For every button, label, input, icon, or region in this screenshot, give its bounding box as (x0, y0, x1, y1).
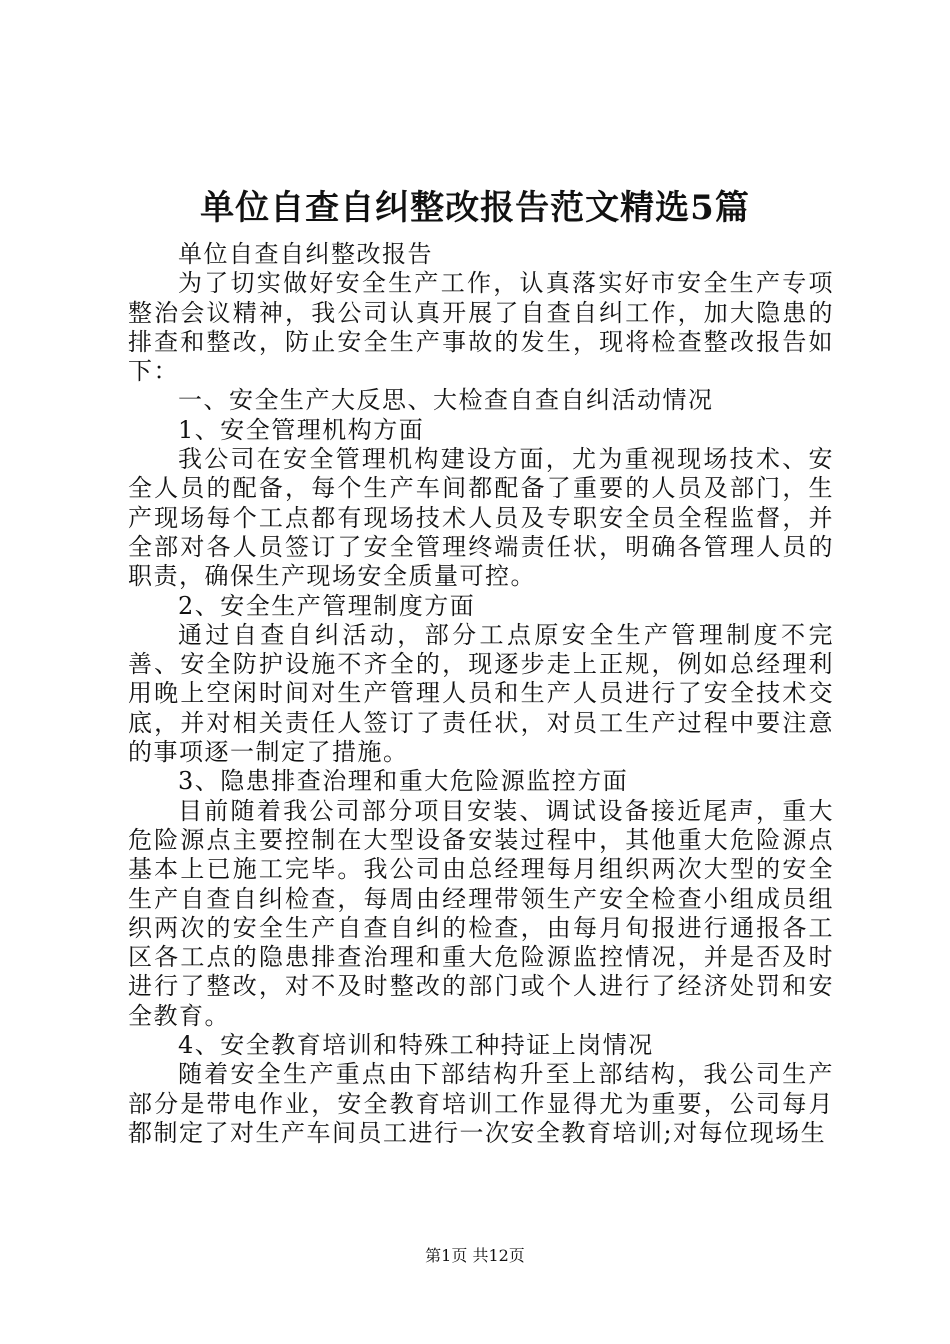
paragraph: 通过自查自纠活动，部分工点原安全生产管理制度不完善、安全防护设施不齐全的，现逐步走上正规，例如总经理利用晚上空闲时间对生产管理人员和生产人员进行了安全技术交底，并对相关责任人签订了责任状，对员工生产过程中要注意的事项逐一制定了措施。 (128, 620, 834, 767)
paragraph: 我公司在安全管理机构建设方面，尤为重视现场技术、安全人员的配备，每个生产车间都配备了重要的人员及部门，生产现场每个工点都有现场技术人员及专职安全员全程监督，并全部对各人员签订了安全管理终端责任状，明确各管理人员的职责，确保生产现场安全质量可控。 (128, 445, 834, 591)
paragraph-intro: 为了切实做好安全生产工作，认真落实好市安全生产专项整治会议精神，我公司认真开展了自查自纠工作，加大隐患的排查和整改，防止安全生产事故的发生，现将检查整改报告如下： (128, 269, 834, 386)
subsection-heading: 2、安全生产管理制度方面 (178, 591, 476, 620)
paragraph-subtitle: 单位自查自纠整改报告 (178, 240, 433, 268)
subsection-heading: 3、隐患排查治理和重大危险源监控方面 (178, 767, 629, 796)
section-heading-1: 一、安全生产大反思、大检查自查自纠活动情况 (178, 386, 714, 415)
subsection-heading: 4、安全教育培训和特殊工种持证上岗情况 (178, 1031, 654, 1060)
subsection-heading: 1、安全管理机构方面 (178, 415, 425, 444)
paragraph: 目前随着我公司部分项目安装、调试设备接近尾声，重大危险源点主要控制在大型设备安装过程中，其他重大危险源点基本上已施工完毕。我公司由总经理每月组织两次大型的安全生产自查自纠检查，每周由经理带领生产安全检查小组成员组织两次的安全生产自查自纠的检查，由每月旬报进行通报各工区各工点的隐患排查治理和重大危险源监控情况，并是否及时进行了整改，对不及时整改的部门或个人进行了经济处罚和安全教育。 (128, 796, 834, 1030)
page-number-footer: 第1页 共12页 (425, 1246, 525, 1265)
document-title: 单位自查自纠整改报告范文精选5篇 (200, 188, 750, 228)
document-body (128, 240, 834, 1148)
paragraph: 随着安全生产重点由下部结构升至上部结构，我公司生产部分是带电作业，安全教育培训工作显得尤为重要，公司每月都制定了对生产车间员工进行一次安全教育培训;对每位现场生 (128, 1060, 834, 1147)
